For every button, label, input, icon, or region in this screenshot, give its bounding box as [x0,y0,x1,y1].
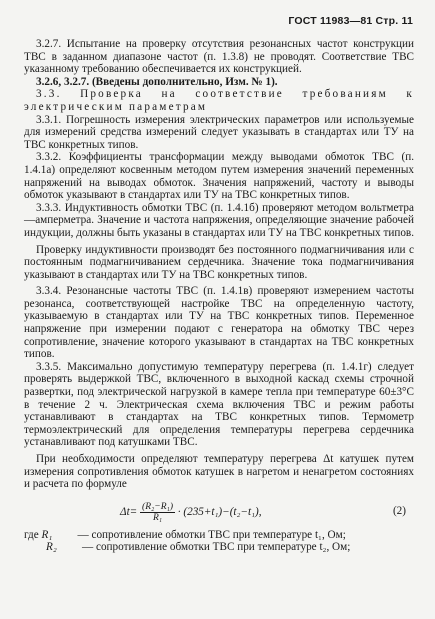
paragraph-3-3-4: 3.3.4. Резонансные частоты ТВС (п. 1.4.1в) проверяют измерением частоты резонанса, соответствующей настройке ТВС на определенную частоту, указываемую в стандартах или ТУ на ТВС конкретных типов. Переменное напряжение при измерении подают с генератора на обмотку ТВС через сопротивление, значение которого указывают в стандартах на ТВС конкретных типов. [24,285,414,361]
where-symbol-r2: R₂ [46,541,57,554]
paragraph-3-3-5-continued: При необходимости определяют температуру перегрева Δt катушек путем измерения сопротивления обмоток катушек в нагретом и ненагретом состояниях и расчета по формуле [24,453,414,491]
where-text-r2: — сопротивление обмотки ТВС при температуре t₂, Ом; [82,541,351,554]
where-line-1 [24,529,414,542]
paragraph-3-3-3-continued: Проверку индуктивности производят без постоянного подмагничивания или с постоянным подмагничиванием сердечника. Значение тока подмагничивания указывают в стандартах или ТУ на ТВС конкретных типов. [24,243,414,281]
formula-number: (2) [392,504,406,517]
where-symbol-r1: R₁ [41,528,53,541]
formula-lhs: Δt= [120,505,138,518]
paragraph-3-2-7: 3.2.7. Испытание на проверку отсутствия резонансных частот конструкции ТВС в заданном диапазоне частот (п. 1.3.8) не проводят. Соответствие ТВС указанному требованию обеспечивается их конструкцией. [24,38,414,76]
paragraph-3-3-5: 3.3.5. Максимально допустимую температуру перегрева (п. 1.4.1г) следует проверять выдержкой ТВС, включенного в выходной каскад схемы строчной развертки, под электрической нагрузкой в камере тепла при температуре 60±3°С в течение 2 ч. Электрическая схема включения ТВС и режим работы устанавливают в стандартах на ТВС конкретных типов. Термометр термоэлектрический для определения температуры перегрева сердечника устанавливают под катушками ТВС. [24,360,414,449]
amendment-note: 3.2.6, 3.2.7. (Введены дополнительно, Изм. № 1). [36,75,278,88]
paragraph-3-3-1: 3.3.1. Погрешность измерения электрических параметров или используемые для измерений средства измерений следует указывать в стандартах или ТУ на ТВС конкретных типов. [24,113,414,151]
paragraph-3-3-2: 3.3.2. Коэффициенты трансформации между выводами обмоток ТВС (п. 1.4.1а) определяют косвенным методом путем измерения значений переменных напряжений на выводах обмоток. Значения напряжений, частоту и выводы обмоток указывают в стандартах или ТУ на ТВС конкретных типов. [24,151,414,202]
where-prefix: где [24,528,39,541]
document-body [24,38,414,554]
where-text-r1: — сопротивление обмотки ТВС при температуре t₁, Ом; [77,528,346,541]
formula-fraction [140,502,175,523]
formula-denominator: R₁ [152,512,163,523]
paragraph-3-3-3: 3.3.3. Индуктивность обмотки ТВС (п. 1.4.1б) проверяют методом вольтметра—амперметра. Значение и частота напряжения, определяющие значение рабочей индукции, должны быть указаны в стандартах или ТУ на ТВС конкретных типов. [24,201,414,239]
formula-expression [120,502,262,523]
formula-rest: · (235+t₁)−(t₂−t₁), [177,505,262,518]
formula-numerator: (R₂−R₁) [142,501,173,512]
where-line-2 [24,541,414,554]
page-header: ГОСТ 11983—81 Стр. 11 [288,15,413,27]
section-heading-3-3: 3.3. Проверка на соответствие требованиям к электрическим параметрам [24,88,414,113]
formula-2 [24,496,414,526]
